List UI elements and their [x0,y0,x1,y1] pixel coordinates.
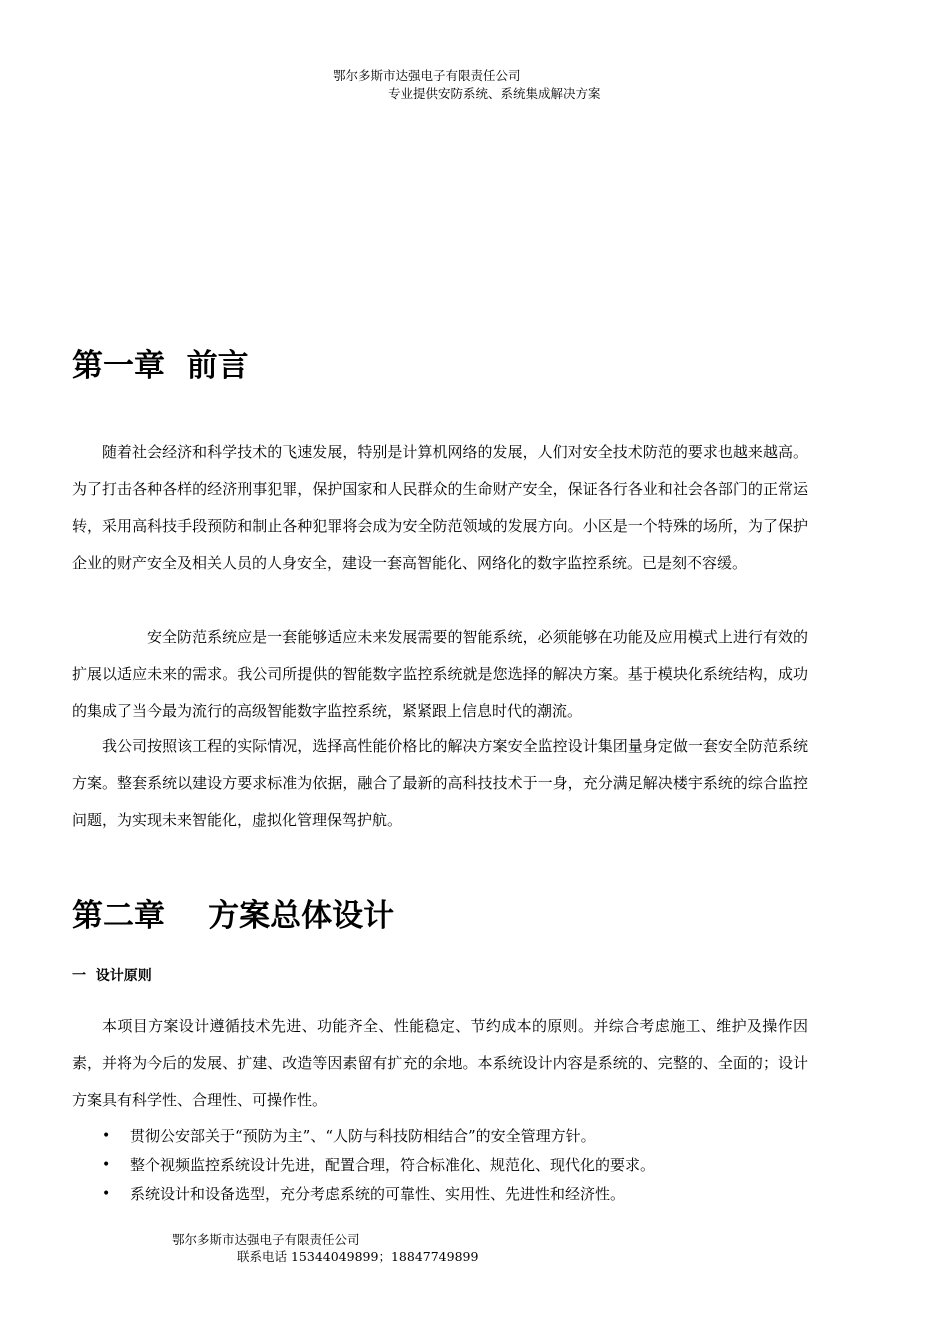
chapter-1-paragraph-1: 随着社会经济和科学技术的飞速发展，特别是计算机网络的发展，人们对安全技术防范的要求也越来越高。为了打击各种各样的经济刑事犯罪，保护国家和人民群众的生命财产安全，保证各行各业和社会各部门的正常运转，采用高科技手段预防和制止各种犯罪将会成为安全防范领域的发展方向。小区是一个特殊的场所，为了保护企业的财产安全及相关人员的人身安全，建设一套高智能化、网络化的数字监控系统。已是刻不容缓。 [72,443,808,572]
bullet-text: 整个视频监控系统设计先进，配置合理，符合标准化、规范化、现代化的要求。 [130,1156,656,1174]
section-design-principles-title: 一 设计原则 [72,968,152,984]
footer-contact-phone: 联系电话 15344049899；18847749899 [237,1249,479,1264]
header-tagline: 专业提供安防系统、系统集成解决方案 [388,86,601,101]
chapter-2-title: 第二章 方案总体设计 [72,898,395,934]
bullet-dot-icon: • [102,1128,111,1144]
design-principles-bullet-list [72,1122,812,1209]
bullet-text: 系统设计和设备选型，充分考虑系统的可靠性、实用性、先进性和经济性。 [130,1185,626,1203]
bullet-dot-icon: • [102,1186,111,1202]
bullet-item [72,1122,812,1151]
header-company-name: 鄂尔多斯市达强电子有限责任公司 [333,68,521,83]
chapter-1-paragraph-3: 我公司按照该工程的实际情况，选择高性能价格比的解决方案安全监控设计集团量身定做一套安全防范系统方案。整套系统以建设方要求标准为依据，融合了最新的高科技技术于一身，充分满足解决楼宇系统的综合监控问题，为实现未来智能化，虚拟化管理保驾护航。 [72,737,808,829]
design-principles-paragraph: 本项目方案设计遵循技术先进、功能齐全、性能稳定、节约成本的原则。并综合考虑施工、维护及操作因素，并将为今后的发展、扩建、改造等因素留有扩充的余地。本系统设计内容是系统的、完整的、全面的；设计方案具有科学性、合理性、可操作性。 [72,1017,808,1109]
bullet-item [72,1180,812,1209]
chapter-1-paragraph-2: 安全防范系统应是一套能够适应未来发展需要的智能系统，必须能够在功能及应用模式上进行有效的扩展以适应未来的需求。我公司所提供的智能数字监控系统就是您选择的解决方案。基于模块化系统结构，成功的集成了当今最为流行的高级智能数字监控系统，紧紧跟上信息时代的潮流。 [72,628,808,720]
footer-company-name: 鄂尔多斯市达强电子有限责任公司 [172,1232,360,1247]
bullet-item [72,1151,812,1180]
bullet-dot-icon: • [102,1157,111,1173]
chapter-1-title: 第一章 前言 [72,348,249,384]
bullet-text: 贯彻公安部关于“预防为主”、“人防与科技防相结合”的安全管理方针。 [130,1127,596,1145]
